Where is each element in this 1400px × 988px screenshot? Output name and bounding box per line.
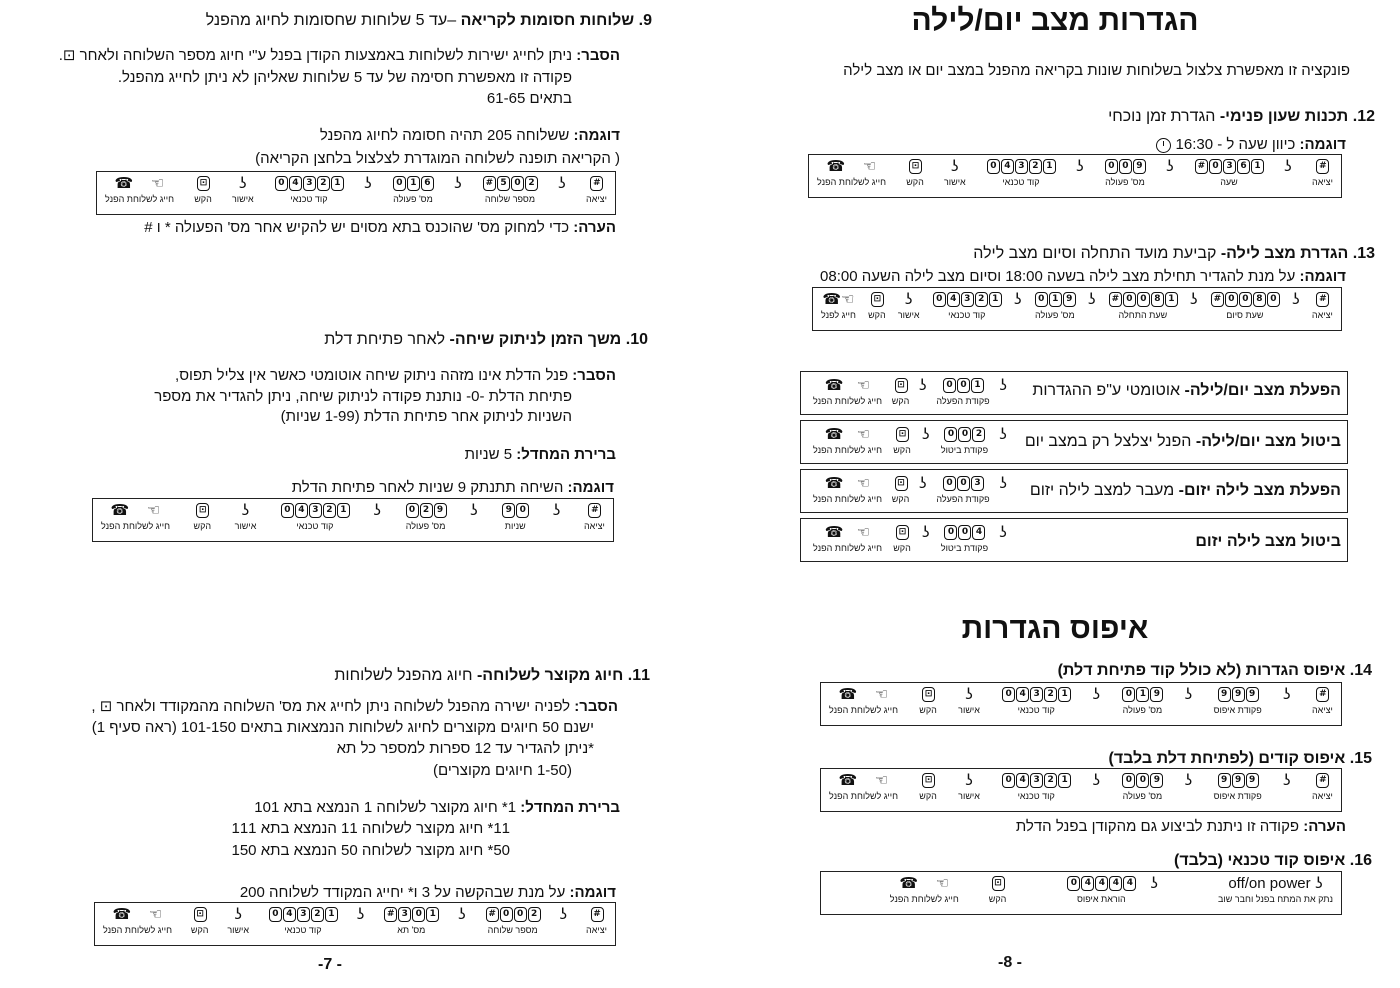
ear-icon: ʖ (552, 501, 561, 519)
ear-icon: ʖ (999, 523, 1007, 541)
step-press: ⊡ הקש (906, 161, 924, 187)
keys-mode-icon: 2 0 0 (943, 426, 985, 443)
keys-op-icon: 9 0 0 (1104, 158, 1146, 175)
keys-reset-icon: 9 9 9 (1217, 686, 1259, 703)
section-15-heading: 15. איפוס קודים (לפתיחת דלת בלבד) (1108, 750, 1372, 767)
section-10-default: ברירת המחדל: 5 שניות (464, 446, 616, 463)
section-9-expl-1: הסבר: ניתן לחייג ישירות לשלוחות באמצעות הקודן בפנל ע"י חיוג מספר השלוחה ולאחר ⊡. (58, 47, 620, 64)
reset-section-title: איפוס הגדרות (961, 612, 1149, 645)
hash-key-icon: # (1316, 159, 1329, 174)
phone-icon: ☎ (824, 474, 844, 492)
ear-icon: ʖ (356, 905, 365, 923)
section-12-example: דוגמה: כיוון שעה ל - 16:30 (900, 136, 1346, 153)
keys-op-icon: 6 1 0 (392, 175, 434, 192)
hand-icon: ☜ (856, 523, 871, 541)
ear-icon: ʖ (904, 290, 913, 308)
keypad-sequence-12 (808, 154, 1342, 198)
keys-start-icon: 1 8 0 0 # (1108, 291, 1178, 308)
ear-icon: ʖ (918, 376, 927, 394)
step-op: 9 0 0 מס' פעולה (1104, 158, 1146, 187)
mode-box-4: ביטול מצב לילה יזום ʖ 4 0 0 פקודת ביטול ʖ ⊡ הקש ☜ ☎ חייג לשלוחת הפנל (800, 518, 1348, 562)
hand-icon: ☜ (149, 905, 163, 923)
ear-icon: ʖ (1292, 290, 1300, 308)
keys-tech-icon: 1 2 3 4 0 (274, 175, 344, 192)
keys-tech-icon: 1 2 3 4 0 (1001, 772, 1071, 789)
hand-icon: ☜ (935, 874, 950, 892)
page-number: -7 - (318, 956, 342, 973)
clock-icon (1156, 138, 1171, 153)
ear-icon: ʖ (1184, 685, 1193, 703)
section-9-heading: 9. שלוחות חסומות לקריאה –עד 5 שלוחות שחסומות לחיוג מהפנל (205, 12, 652, 29)
section-16-heading: 16. איפוס קוד טכנאי (בלבד) (1174, 852, 1372, 869)
keys-reset-icon: 4 4 4 4 0 (1066, 875, 1136, 892)
keypad-sequence-9: # יציאה ʖ 2 0 5 # מספר שלוחה ʖ 6 1 0 מס' פעולה ʖ 1 2 3 4 0 קוד טכנאי ʖ אישור ⊡ הקש ☜ ☎ חייג לשלוחת הפנל (96, 171, 616, 215)
page-number: -8 - (998, 954, 1022, 971)
phone-icon: ☎ (826, 157, 846, 175)
bell-key-icon: ⊡ (909, 159, 922, 174)
keys-mode-icon: 4 0 0 (943, 524, 985, 541)
keys-tech-icon: 1 2 3 4 0 (1001, 686, 1071, 703)
section-9-expl-3: בתאים 61-65 (486, 90, 572, 107)
section-11-expl-2: ישנם 50 חיוגים מקוצרים לחיוג לשלוחות הנמצאות בתאים 101-150 (ראה סעיף 1) (91, 719, 594, 736)
phone-icon: ☎ (822, 290, 842, 308)
keypad-sequence-16: ʖ off/on power נתק את המתח בפנל וחבר שוב ʖ 4 4 4 4 0 הוראת איפוס ⊡ הקש ☜ ☎ חייג לשלוחת הפנל (820, 871, 1342, 915)
section-10-expl-3: השניות לניתוק אחר פתיחת הדלת (1-99 שניות) (280, 408, 572, 425)
step-hour: 1 6 3 0 # שעה (1194, 158, 1264, 187)
keys-op-icon: 9 1 0 (1034, 291, 1076, 308)
ear-icon: ʖ (1315, 874, 1323, 892)
keypad-sequence-10: # יציאה ʖ 0 9 שניות ʖ 9 2 0 מס' פעולה ʖ 1 2 3 4 0 קוד טכנאי ʖ אישור ⊡ הקש ☜ ☎ חייג לשלוחת הפנל (92, 498, 614, 542)
ear-icon: ʖ (918, 474, 927, 492)
ear-icon: ʖ (965, 771, 973, 789)
keypad-sequence-14: # יציאה ʖ 9 9 9 פקודת איפוס ʖ 9 1 0 מס' פעולה ʖ 1 2 3 4 0 קוד טכנאי ʖ אישור ⊡ הקש ☜ ☎ חייג לשלוחת הפנל (820, 682, 1342, 726)
section-11-default-2: 11* חיוג מקוצר לשלוחה 11 הנמצא בתא 111 (231, 820, 510, 837)
ear-icon: ʖ (241, 501, 250, 519)
bell-key-icon: ⊡ (197, 176, 210, 191)
section-11-expl-4: (1-50 חיוגים מקוצרים) (433, 762, 572, 779)
hash-key-icon: # (1316, 773, 1329, 788)
section-14-heading: 14. איפוס הגדרות (לא כולל קוד פתיחת דלת) (1057, 662, 1372, 679)
section-11-expl-1: הסבר: לפניה ישירה מהפנל לשלוחה ניתן לחייג את מס' השלוחה מהמקודד ולאחר ⊡ , (91, 698, 618, 715)
ear-icon: ʖ (1092, 771, 1101, 789)
ear-icon: ʖ (1184, 771, 1193, 789)
keys-op-icon: 9 1 0 (1121, 686, 1163, 703)
keys-ext-icon: 2 0 0 # (485, 906, 541, 923)
phone-icon: ☎ (112, 905, 132, 923)
phone-icon: ☎ (824, 425, 844, 443)
ear-icon: ʖ (921, 523, 930, 541)
bell-key-icon: ⊡ (895, 378, 908, 393)
bell-key-icon: ⊡ (922, 773, 935, 788)
ear-icon: ʖ (1076, 157, 1084, 175)
bell-key-icon: ⊡ (992, 876, 1005, 891)
section-10-expl-1: הסבר: פנל הדלת אינו מזהה ניתוק שיחה אוטומטי כאשר אין צליל תפוס, (175, 367, 616, 384)
ear-icon: ʖ (1283, 685, 1291, 703)
keys-op-icon: 9 2 0 (405, 502, 447, 519)
mode-box-2: ביטול מצב יום/לילה- הפנל יצלצל רק במצב יום ʖ 2 0 0 פקודת ביטול ʖ ⊡ הקש ☜ ☎ חייג לשלוחת הפנל (800, 420, 1348, 464)
hand-icon: ☜ (856, 474, 871, 492)
ear-icon: ʖ (999, 425, 1007, 443)
step-charge: ☜ ☎ חייג לשלוחת הפנל (817, 157, 887, 187)
keypad-sequence-11: # יציאה ʖ 2 0 0 # מספר שלוחה ʖ 1 0 3 # מס' תא ʖ 1 2 3 4 0 קוד טכנאי ʖ אישור ⊡ הקש ☜ ☎ חייג לשלוחת הפנל (94, 902, 616, 946)
hash-key-icon: # (1316, 292, 1329, 307)
bell-key-icon: ⊡ (194, 907, 207, 922)
phone-icon: ☎ (114, 174, 134, 192)
ear-icon: ʖ (1166, 157, 1174, 175)
ear-icon: ʖ (999, 376, 1007, 394)
section-13-heading: 13. הגדרת מצב לילה- קביעת מועד התחלה וסיום מצב לילה (973, 245, 1375, 262)
hand-icon: ☜ (856, 376, 871, 394)
bell-key-icon: ⊡ (895, 476, 908, 491)
hand-icon: ☜ (147, 501, 161, 519)
ear-icon: ʖ (951, 157, 959, 175)
section-9-note: הערה: כדי למחוק מס' שהוכנס בתא מסוים יש להקיש אחר מס' הפעולה * ו # (144, 219, 616, 236)
ear-icon: ʖ (239, 174, 247, 192)
ear-icon: ʖ (458, 905, 466, 923)
mode-box-1: הפעלת מצב יום/לילה- אוטומטי ע"פ ההגדרות ʖ 1 0 0 פקודת הפעלה ʖ ⊡ הקש ☜ ☎ חייג לשלוחת הפנל (800, 371, 1348, 415)
hand-icon: ☜ (856, 425, 871, 443)
hand-icon: ☜ (151, 174, 165, 192)
hash-key-icon: # (1316, 687, 1329, 702)
hand-icon: ☜ (841, 290, 855, 308)
keys-cell-icon: 1 0 3 # (383, 906, 439, 923)
ear-icon: ʖ (921, 425, 930, 443)
phone-icon: ☎ (838, 685, 858, 703)
intro-text: פונקציה זו מאפשרת צלצול בשלוחות שונות בקריאה מהפנל במצב יום או מצב לילה (843, 62, 1350, 79)
step-tech: 1 2 3 4 0 קוד טכנאי (986, 158, 1056, 187)
bell-key-icon: ⊡ (896, 525, 909, 540)
ear-icon: ʖ (373, 501, 382, 519)
hash-key-icon: # (590, 176, 603, 191)
section-10-expl-2: פתיחת הדלת -0- נותנת פקודה לניתוק שיחה, ניתן להגדיר את מספר (154, 388, 572, 405)
section-9-example: דוגמה: ששלוחה 205 תהיה חסומה לחיוג מהפנל (319, 127, 620, 144)
keys-op-icon: 9 0 0 (1121, 772, 1163, 789)
phone-icon: ☎ (110, 501, 130, 519)
ear-icon: ʖ (999, 474, 1007, 492)
keys-mode-icon: 1 0 0 (942, 377, 984, 394)
section-15-note: הערה: פקודה זו ניתנת לביצוע גם מהקודן בפנל הדלת (1015, 818, 1346, 835)
hand-icon: ☜ (863, 157, 877, 175)
section-10-heading: 10. משך הזמן לניתוק שיחה- לאחר פתיחת דלת (324, 331, 648, 348)
section-9-expl-2: פקודה זו מאפשרת חסימה של עד 5 שלוחות שאליהן לא ניתן לחייג מהפנל. (117, 69, 572, 86)
section-9-example-2: ( הקריאה תופנה לשלוחה המוגדרת לצלצול בלחצן הקריאה) (255, 150, 620, 167)
keys-ext-icon: 2 0 5 # (482, 175, 538, 192)
keys-tech-icon: 1 2 3 4 0 (932, 291, 1002, 308)
phone-icon: ☎ (838, 771, 858, 789)
phone-icon: ☎ (824, 376, 844, 394)
keys-reset-icon: 9 9 9 (1217, 772, 1259, 789)
ear-icon: ʖ (965, 685, 973, 703)
keypad-sequence-13: # יציאה ʖ 0 8 0 0 # שעת סיום ʖ 1 8 0 0 # שעת התחלה ʖ 9 1 0 מס' פעולה ʖ 1 2 3 4 0 קוד טכנאי ʖ אישור ⊡ הקש ☜ ☎ חייג לפנל (812, 287, 1342, 331)
section-11-example: דוגמה: על מנת שבהקשה על 3 ו* יחייג המקודד לשלוחה 200 (239, 884, 616, 901)
section-11-default-3: 50* חיוג מקוצר לשלוחה 50 הנמצא בתא 150 (231, 842, 510, 859)
ear-icon: ʖ (1284, 157, 1292, 175)
section-10-example: דוגמה: השיחה תתנתק 9 שניות לאחר פתיחת הדלת (291, 479, 614, 496)
page-title: הגדרות מצב יום/לילה (911, 4, 1199, 37)
keys-tech-icon: 1 2 3 4 0 (986, 158, 1056, 175)
ear-icon: ʖ (364, 174, 372, 192)
ear-icon: ʖ (1190, 290, 1198, 308)
ear-icon: ʖ (1092, 685, 1101, 703)
section-12-heading: 12. תכנות שעון פנימי- הגדרת זמן נוכחי (1108, 108, 1375, 125)
keys-end-icon: 0 8 0 0 # (1210, 291, 1280, 308)
hand-icon: ☜ (875, 685, 889, 703)
section-11-heading: 11. חיוג מקוצר לשלוחה- חיוג מהפנל לשלוחות (334, 667, 650, 684)
phone-icon: ☎ (824, 523, 844, 541)
keys-secs-icon: 0 9 (501, 502, 529, 519)
ear-icon: ʖ (558, 174, 566, 192)
keys-tech-icon: 1 2 3 4 0 (280, 502, 350, 519)
ear-icon: ʖ (1013, 290, 1022, 308)
keypad-sequence-15: # יציאה ʖ 9 9 9 פקודת איפוס ʖ 9 0 0 מס' פעולה ʖ 1 2 3 4 0 קוד טכנאי ʖ אישור ⊡ הקש ☜ ☎ חייג לשלוחת הפנל (820, 768, 1342, 812)
bell-key-icon: ⊡ (896, 427, 909, 442)
bell-key-icon: ⊡ (871, 292, 884, 307)
ear-icon: ʖ (1150, 874, 1159, 892)
hash-key-icon: # (588, 503, 601, 518)
page-8 (700, 0, 1400, 988)
ear-icon: ʖ (234, 905, 243, 923)
keys-tech-icon: 1 2 3 4 0 (268, 906, 338, 923)
ear-icon: ʖ (559, 905, 568, 923)
section-13-example: דוגמה: על מנת להגדיר תחילת מצב לילה בשעה 18:00 וסיום מצב לילה השעה 08:00 (820, 268, 1346, 285)
ear-icon: ʖ (454, 174, 462, 192)
hand-icon: ☜ (875, 771, 889, 789)
hash-key-icon: # (591, 907, 604, 922)
phone-icon: ☎ (899, 874, 918, 892)
step-confirm: ʖ אישור (943, 157, 966, 187)
section-11-default-1: ברירת המחדל: 1* חיוג מקוצר לשלוחה 1 הנמצא בתא 101 (254, 799, 620, 816)
step-exit: # יציאה (1311, 161, 1333, 187)
mode-box-3: הפעלת מצב לילה יזום- מעבר למצב לילה יזום ʖ 3 0 0 פקודת הפעלה ʖ ⊡ הקש ☜ ☎ חייג לשלוחת הפנל (800, 469, 1348, 513)
ear-icon: ʖ (1283, 771, 1291, 789)
bell-key-icon: ⊡ (196, 503, 209, 518)
section-11-expl-3: *ניתן להגדיר עד 12 ספרות למספר כל תא (336, 740, 594, 757)
keys-hour-icon: 1 6 3 0 # (1194, 158, 1264, 175)
bell-key-icon: ⊡ (922, 687, 935, 702)
keys-mode-icon: 3 0 0 (942, 475, 984, 492)
ear-icon: ʖ (470, 501, 478, 519)
ear-icon: ʖ (1088, 290, 1096, 308)
